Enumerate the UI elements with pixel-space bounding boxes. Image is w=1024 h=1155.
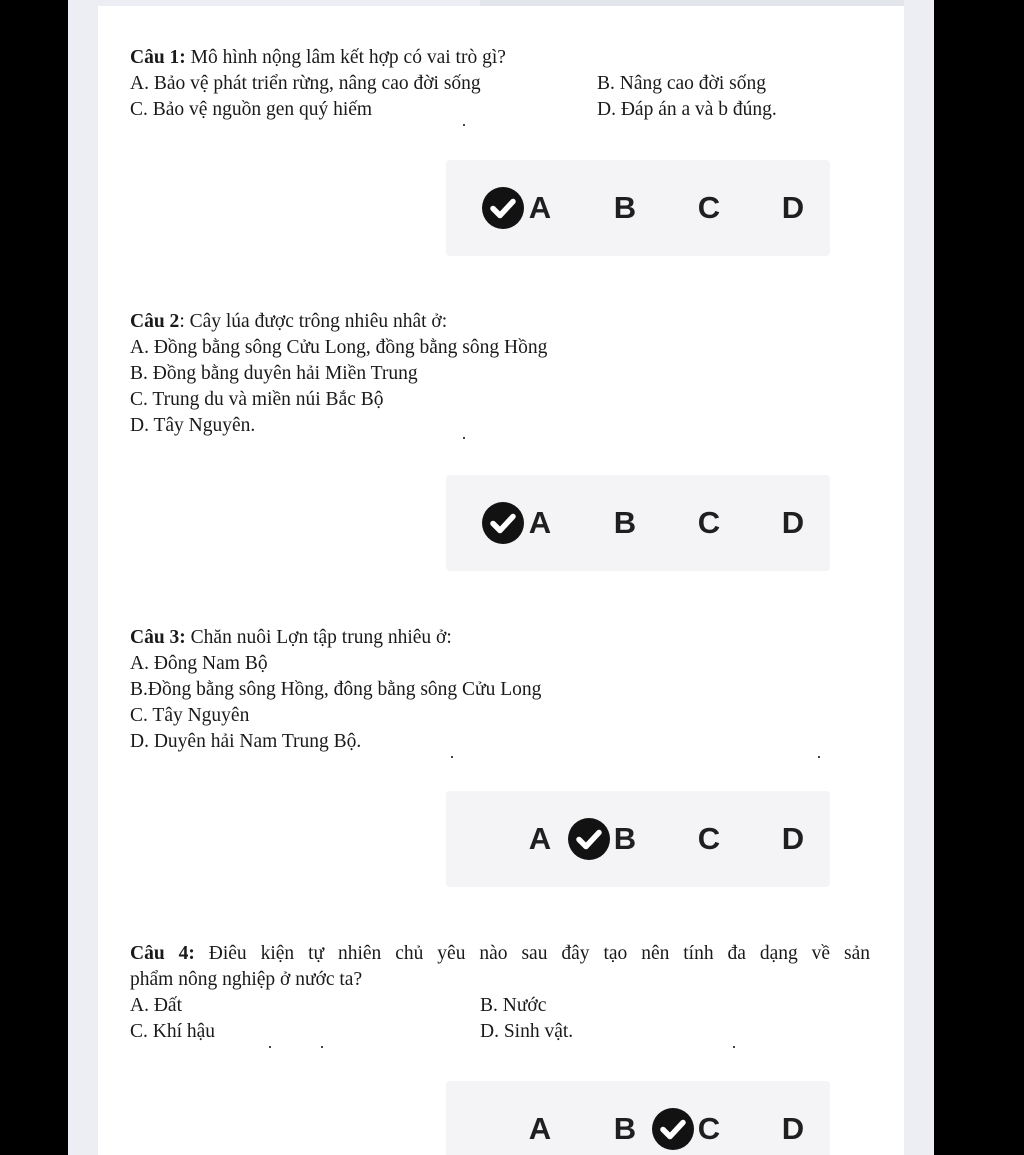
answer-option-a[interactable]: A <box>528 1111 552 1146</box>
option-b-text: B.Đồng bằng sông Hồng, đông bằng sông Cửu Long <box>130 679 542 700</box>
scan-mark <box>733 1046 735 1048</box>
answer-option-d[interactable]: D <box>781 1111 805 1146</box>
question-text: Mô hình nộng lâm kết hợp có vai trò gì? <box>185 47 506 68</box>
option-d-text: D. Duyên hải Nam Trung Bộ. <box>130 731 362 752</box>
question-label: Câu 1: <box>130 47 186 68</box>
option-d-text: D. Tây Nguyên. <box>130 415 256 436</box>
question-4 <box>130 941 870 1045</box>
question-text: Chăn nuôi Lợn tập trung nhiêu ở: <box>185 627 452 648</box>
scan-mark <box>463 437 465 439</box>
option-c-text: C. Tây Nguyên <box>130 705 250 726</box>
question-2 <box>130 309 870 439</box>
option-a-text: A. Đồng bằng sông Cửu Long, đồng bằng sông Hồng <box>130 337 548 358</box>
answer-panel-4 <box>446 1081 830 1155</box>
answer-panel-3 <box>446 791 830 887</box>
question-label: Câu 2 <box>130 311 180 332</box>
top-bar <box>480 0 904 6</box>
scan-mark <box>321 1046 323 1048</box>
answer-option-b[interactable]: B <box>613 505 637 540</box>
option-b-text: B. Đồng bằng duyên hải Miền Trung <box>130 363 418 384</box>
option-a-text: A. Đất <box>130 995 182 1016</box>
scan-mark <box>451 756 453 758</box>
answer-option-a[interactable]: A <box>528 821 552 856</box>
question-text: Điêu kiện tự nhiên chủ yêu nào sau đây tạo nên tính đa dạng về sản <box>194 943 870 964</box>
question-text-continued: phẩm nông nghiệp ở nước ta? <box>130 969 363 990</box>
question-1 <box>130 45 870 123</box>
scan-mark <box>269 1046 271 1048</box>
option-c-text: C. Trung du và miền núi Bắc Bộ <box>130 389 384 410</box>
question-label: Câu 4: <box>130 943 195 964</box>
scan-mark <box>463 124 465 126</box>
scan-mark <box>818 756 820 758</box>
option-d-text: D. Sinh vật. <box>480 1021 574 1042</box>
question-text: : Cây lúa được trông nhiêu nhât ở: <box>179 311 448 332</box>
answer-option-d[interactable]: D <box>781 190 805 225</box>
answer-option-d[interactable]: D <box>781 821 805 856</box>
answer-panel-2 <box>446 475 830 571</box>
option-a-text: A. Đông Nam Bộ <box>130 653 268 674</box>
answer-panel-1 <box>446 160 830 256</box>
answer-option-b[interactable]: B <box>613 821 637 856</box>
option-b-text: B. Nước <box>480 995 547 1016</box>
answer-option-b[interactable]: B <box>613 190 637 225</box>
option-a-text: A. Bảo vệ phát triển rừng, nâng cao đời sống <box>130 73 481 94</box>
answer-option-a[interactable]: A <box>528 505 552 540</box>
option-d-text: D. Đáp án a và b đúng. <box>597 99 777 120</box>
answer-option-c[interactable]: C <box>697 821 721 856</box>
answer-option-c[interactable]: C <box>697 1111 721 1146</box>
answer-option-d[interactable]: D <box>781 505 805 540</box>
option-c-text: C. Khí hậu <box>130 1021 216 1042</box>
answer-option-c[interactable]: C <box>697 190 721 225</box>
question-3 <box>130 625 870 755</box>
option-c-text: C. Bảo vệ nguồn gen quý hiếm <box>130 99 373 120</box>
answer-option-b[interactable]: B <box>613 1111 637 1146</box>
option-b-text: B. Nâng cao đời sống <box>597 73 766 94</box>
answer-option-c[interactable]: C <box>697 505 721 540</box>
answer-option-a[interactable]: A <box>528 190 552 225</box>
question-label: Câu 3: <box>130 627 186 648</box>
